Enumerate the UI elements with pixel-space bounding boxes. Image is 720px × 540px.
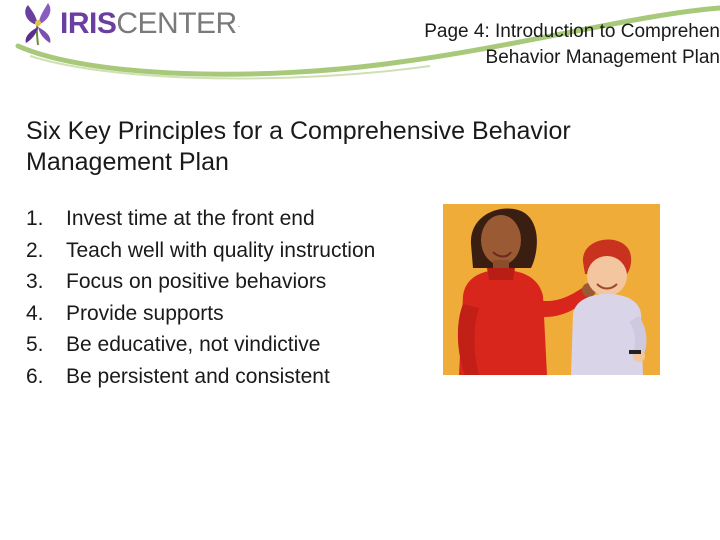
list-item bbox=[26, 298, 375, 330]
list-text: Focus on positive behaviors bbox=[66, 270, 327, 293]
list-text: Be educative, not vindictive bbox=[66, 333, 321, 356]
list-item bbox=[26, 361, 375, 393]
list-text: Invest time at the front end bbox=[66, 207, 315, 230]
list-number: 1. bbox=[26, 207, 44, 230]
list-number: 4. bbox=[26, 301, 44, 325]
header bbox=[0, 0, 720, 90]
slide-title: Six Key Principles for a Comprehensive Behavior Management Plan bbox=[26, 117, 571, 176]
list-text: Provide supports bbox=[66, 301, 224, 325]
list-number: 2. bbox=[26, 238, 44, 262]
list-number: 3. bbox=[26, 270, 44, 293]
page-heading bbox=[380, 19, 720, 71]
page-heading-line-2: Behavior Management Plan bbox=[485, 47, 720, 68]
logo-wordmark: IRISCENTER. bbox=[60, 7, 240, 40]
list-number: 5. bbox=[26, 333, 44, 356]
list-text: Be persistent and consistent bbox=[66, 364, 330, 388]
list-item bbox=[26, 235, 375, 267]
principles-list bbox=[26, 203, 375, 392]
teacher-student-illustration bbox=[443, 204, 660, 375]
page-heading-line-1: Page 4: Introduction to Comprehen bbox=[424, 21, 720, 42]
list-item bbox=[26, 203, 375, 235]
list-number: 6. bbox=[26, 364, 44, 388]
iris-flower-icon bbox=[18, 1, 58, 47]
list-item bbox=[26, 329, 375, 361]
list-text: Teach well with quality instruction bbox=[66, 238, 376, 262]
list-item bbox=[26, 266, 375, 298]
iris-center-logo[interactable] bbox=[18, 4, 240, 44]
